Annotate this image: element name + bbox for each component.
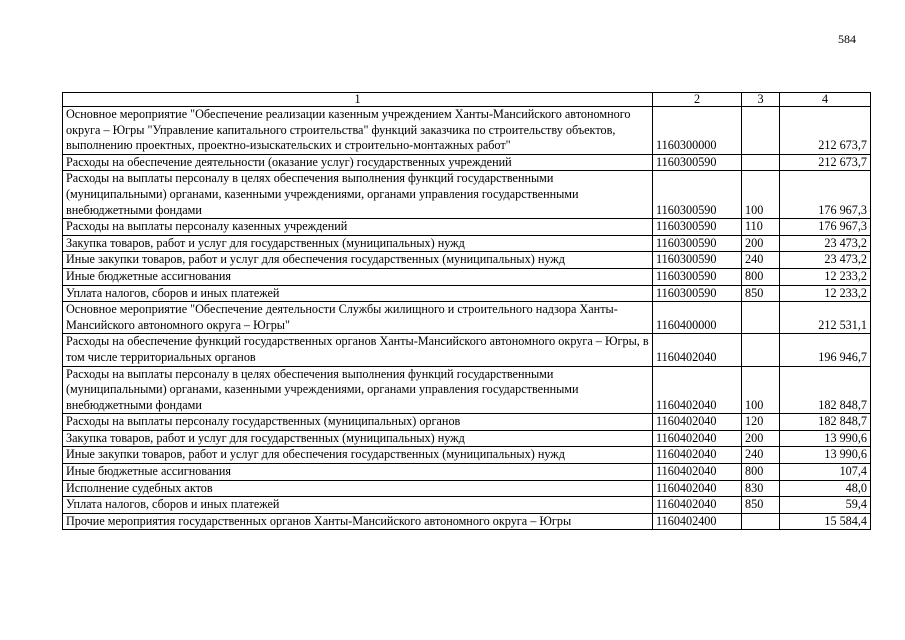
row-amount: 12 233,2 [780, 285, 871, 302]
row-expense-type: 110 [742, 219, 780, 236]
row-target-code: 1160300000 [653, 107, 742, 155]
row-amount: 13 990,6 [780, 430, 871, 447]
row-description: Закупка товаров, работ и услуг для государственных (муниципальных) нужд [63, 235, 653, 252]
row-expense-type: 240 [742, 447, 780, 464]
table-row [63, 414, 871, 431]
table-row [63, 302, 871, 334]
table-row [63, 366, 871, 414]
table-row [63, 235, 871, 252]
row-amount: 176 967,3 [780, 171, 871, 219]
row-expense-type: 200 [742, 430, 780, 447]
row-description: Уплата налогов, сборов и иных платежей [63, 497, 653, 514]
row-target-code: 1160402040 [653, 334, 742, 366]
row-expense-type [742, 154, 780, 171]
row-expense-type [742, 107, 780, 155]
row-description: Иные бюджетные ассигнования [63, 268, 653, 285]
table-row [63, 513, 871, 530]
budget-table [62, 92, 871, 530]
row-expense-type [742, 513, 780, 530]
row-expense-type: 800 [742, 268, 780, 285]
table-row [63, 285, 871, 302]
table-row [63, 268, 871, 285]
row-target-code: 1160300590 [653, 235, 742, 252]
row-description: Прочие мероприятия государственных органов Ханты-Мансийского автономного округа – Югры [63, 513, 653, 530]
table-row [63, 252, 871, 269]
table-row [63, 154, 871, 171]
row-description: Иные закупки товаров, работ и услуг для обеспечения государственных (муниципальных) нужд [63, 252, 653, 269]
row-description: Основное мероприятие "Обеспечение реализации казенным учреждением Ханты-Мансийского автономного округа – Югры "Управление капитального строительства" функций заказчика по строительству объектов, выполнению проектных, проектно-изыскательских и строительно-монтажных работ" [63, 107, 653, 155]
row-amount: 48,0 [780, 480, 871, 497]
row-expense-type: 850 [742, 285, 780, 302]
table-row [63, 480, 871, 497]
row-expense-type: 850 [742, 497, 780, 514]
table-row [63, 497, 871, 514]
row-amount: 23 473,2 [780, 235, 871, 252]
row-description: Иные закупки товаров, работ и услуг для обеспечения государственных (муниципальных) нужд [63, 447, 653, 464]
row-amount: 182 848,7 [780, 366, 871, 414]
header-col-1: 1 [63, 93, 653, 107]
row-expense-type [742, 334, 780, 366]
header-col-4: 4 [780, 93, 871, 107]
table-header-row [63, 93, 871, 107]
row-target-code: 1160300590 [653, 252, 742, 269]
row-description: Исполнение судебных актов [63, 480, 653, 497]
row-amount: 182 848,7 [780, 414, 871, 431]
row-expense-type: 240 [742, 252, 780, 269]
row-amount: 12 233,2 [780, 268, 871, 285]
row-target-code: 1160300590 [653, 268, 742, 285]
row-description: Основное мероприятие "Обеспечение деятельности Службы жилищного и строительного надзора Ханты-Мансийского автономного округа – Югры" [63, 302, 653, 334]
row-target-code: 1160300590 [653, 285, 742, 302]
table-row [63, 430, 871, 447]
row-amount: 23 473,2 [780, 252, 871, 269]
row-amount: 212 673,7 [780, 107, 871, 155]
header-col-2: 2 [653, 93, 742, 107]
table-body [63, 107, 871, 530]
table-row [63, 334, 871, 366]
row-expense-type [742, 302, 780, 334]
row-amount: 212 673,7 [780, 154, 871, 171]
row-description: Расходы на выплаты персоналу государственных (муниципальных) органов [63, 414, 653, 431]
row-amount: 212 531,1 [780, 302, 871, 334]
table-row [63, 171, 871, 219]
row-target-code: 1160402040 [653, 497, 742, 514]
row-description: Расходы на выплаты персоналу казенных учреждений [63, 219, 653, 236]
row-expense-type: 830 [742, 480, 780, 497]
row-target-code: 1160300590 [653, 171, 742, 219]
row-amount: 15 584,4 [780, 513, 871, 530]
row-target-code: 1160402040 [653, 366, 742, 414]
table-row [63, 107, 871, 155]
row-target-code: 1160300590 [653, 219, 742, 236]
row-target-code: 1160402400 [653, 513, 742, 530]
row-expense-type: 100 [742, 171, 780, 219]
row-amount: 107,4 [780, 464, 871, 481]
header-col-3: 3 [742, 93, 780, 107]
table-row [63, 219, 871, 236]
table-row [63, 447, 871, 464]
row-description: Расходы на выплаты персоналу в целях обеспечения выполнения функций государственными (муниципальными) органами, казенными учреждениями, органами управления государственными внебюджетными фондами [63, 366, 653, 414]
row-target-code: 1160402040 [653, 447, 742, 464]
row-description: Расходы на обеспечение функций государственных органов Ханты-Мансийского автономного округа – Югры, в том числе территориальных органов [63, 334, 653, 366]
row-target-code: 1160400000 [653, 302, 742, 334]
row-amount: 59,4 [780, 497, 871, 514]
table-row [63, 464, 871, 481]
row-expense-type: 800 [742, 464, 780, 481]
row-amount: 196 946,7 [780, 334, 871, 366]
row-amount: 13 990,6 [780, 447, 871, 464]
row-expense-type: 120 [742, 414, 780, 431]
row-description: Уплата налогов, сборов и иных платежей [63, 285, 653, 302]
row-target-code: 1160402040 [653, 464, 742, 481]
page-number: 584 [838, 32, 856, 46]
row-amount: 176 967,3 [780, 219, 871, 236]
row-expense-type: 200 [742, 235, 780, 252]
row-target-code: 1160402040 [653, 480, 742, 497]
row-target-code: 1160402040 [653, 430, 742, 447]
row-expense-type: 100 [742, 366, 780, 414]
row-target-code: 1160300590 [653, 154, 742, 171]
row-description: Закупка товаров, работ и услуг для государственных (муниципальных) нужд [63, 430, 653, 447]
row-target-code: 1160402040 [653, 414, 742, 431]
row-description: Иные бюджетные ассигнования [63, 464, 653, 481]
row-description: Расходы на обеспечение деятельности (оказание услуг) государственных учреждений [63, 154, 653, 171]
row-description: Расходы на выплаты персоналу в целях обеспечения выполнения функций государственными (муниципальными) органами, казенными учреждениями, органами управления государственными внебюджетными фондами [63, 171, 653, 219]
